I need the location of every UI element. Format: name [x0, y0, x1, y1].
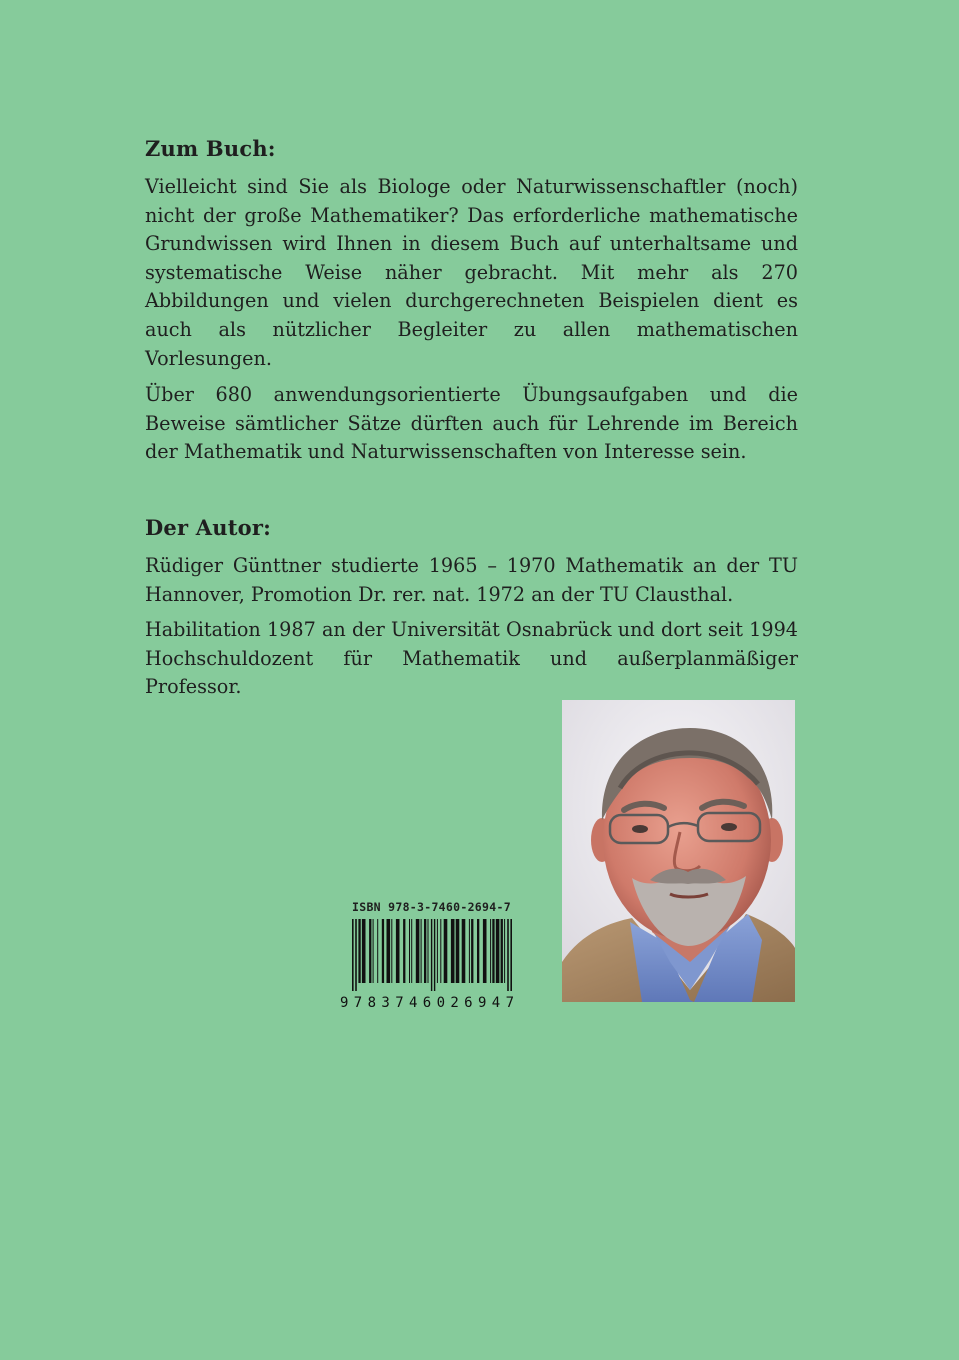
barcode-bar [444, 919, 448, 983]
author-photo [562, 700, 795, 1002]
barcode-digits: 9783746026947 [340, 995, 514, 1011]
book-description-paragraph-1: Vielleicht sind Sie als Biologe oder Naturwissenschaftler (noch) nicht der große Mathematiker? Das erforderliche mathematische Grundwissen wird Ihnen in diesem Buch auf unterhaltsame und systematische Weise näher gebracht. Mit mehr als 270 Abbildungen und vielen durchgerechneten Beispielen dient es auch als nützlicher Begleiter zu allen mathematischen Vorlesungen. [145, 175, 798, 370]
barcode-bar [369, 919, 371, 983]
author-section [145, 515, 798, 702]
isbn-label: ISBN 978-3-7460-2694-7 [352, 900, 511, 914]
barcode-bar [434, 919, 435, 991]
barcode-bar [409, 919, 410, 983]
barcode-bar [352, 919, 354, 991]
barcode-bar [428, 919, 429, 983]
barcode-bar [403, 919, 405, 983]
book-description-paragraph-2: Über 680 anwendungsorientierte Übungsaufgaben und die Beweise sämtlicher Sätze dürften auch für Lehrende im Bereich der Mathematik und Naturwissenschaften von Interesse sein. [145, 383, 798, 464]
barcode-bar [396, 919, 400, 983]
barcode-bar [355, 919, 357, 991]
author-bio-paragraph-1: Rüdiger Günttner studierte 1965 – 1970 Mathematik an der TU Hannover, Promotion Dr. rer. nat. 1972 an der TU Clausthal. [145, 554, 798, 606]
author-section-heading: Der Autor: [145, 515, 272, 540]
barcode-bar [504, 919, 505, 983]
barcode-bar [421, 919, 422, 983]
book-section [145, 136, 798, 467]
barcode-bar [437, 919, 438, 983]
barcode-bar [377, 919, 378, 983]
barcode-bar [490, 919, 491, 983]
barcode-bar [477, 919, 479, 983]
barcode-bar [362, 919, 366, 983]
barcode-bar [456, 919, 460, 983]
barcode-bar [431, 919, 432, 991]
author-bio-paragraph-2: Habilitation 1987 an der Universität Osnabrück und dort seit 1994 Hochschuldozent für Mathematik und außerplanmäßiger Professor. [145, 618, 798, 699]
barcode-bar [469, 919, 470, 983]
barcode-bar [387, 919, 391, 983]
barcode-bar [382, 919, 384, 983]
barcode-bar [496, 919, 500, 983]
barcode-bar [424, 919, 426, 983]
isbn-barcode [340, 900, 516, 1012]
barcode-bar [411, 919, 412, 983]
barcode-bar [492, 919, 494, 983]
barcode-bar [471, 919, 473, 983]
barcode-bar [373, 919, 374, 983]
barcode-bar [440, 919, 441, 983]
barcode-bar [451, 919, 455, 983]
barcode-bar [462, 919, 466, 983]
book-section-heading: Zum Buch: [145, 136, 276, 161]
barcode-bar [510, 919, 512, 991]
barcode-bar [507, 919, 509, 991]
barcode-bar [501, 919, 503, 983]
barcode-bar [358, 919, 360, 983]
barcode-bar [391, 919, 392, 983]
barcode-icon [340, 917, 516, 1012]
barcode-bar [416, 919, 420, 983]
barcode-bar [483, 919, 487, 983]
